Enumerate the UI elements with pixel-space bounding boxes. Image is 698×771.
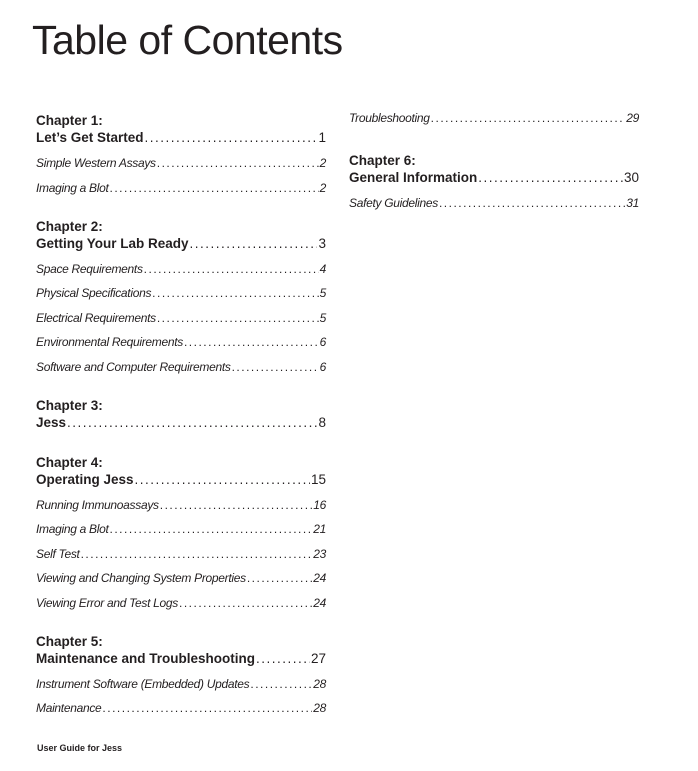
dot-leader (102, 700, 312, 716)
entry-label: Software and Computer Requirements (36, 359, 231, 374)
toc-entry-link[interactable] (36, 180, 326, 196)
page-number: 4 (319, 261, 326, 276)
toc-entry-link[interactable] (36, 285, 326, 301)
chapter-number: Chapter 1: (36, 113, 103, 128)
entry-label: Troubleshooting (349, 111, 430, 125)
dot-leader (157, 155, 319, 171)
entry-label: Imaging a Blot (36, 522, 109, 536)
toc-entry-link[interactable] (36, 334, 326, 350)
entry-label: Viewing Error and Test Logs (36, 595, 178, 610)
toc-chapter-link[interactable] (36, 129, 326, 147)
page-number: 3 (318, 235, 326, 251)
toc-entry-link[interactable] (349, 110, 639, 126)
dot-leader (144, 261, 319, 277)
dot-leader (431, 110, 626, 126)
page-number: 16 (313, 497, 326, 512)
entry-label: Viewing and Changing System Properties (36, 571, 246, 585)
page-number: 30 (623, 170, 639, 185)
page-footer: User Guide for Jess (37, 743, 123, 753)
chapter-number: Chapter 4: (36, 454, 103, 470)
chapter-heading: Let’s Get Started (36, 130, 144, 145)
toc-chapter-2 (36, 218, 326, 375)
toc-left-column (36, 112, 326, 738)
dot-leader (250, 676, 312, 692)
toc-entry-link[interactable] (349, 195, 639, 211)
chapter-heading: Operating Jess (36, 471, 134, 487)
page-number: 29 (626, 111, 639, 125)
toc-chapter-3 (36, 397, 326, 432)
dot-leader (152, 285, 318, 301)
page-number: 24 (313, 595, 326, 610)
page-number: 5 (319, 286, 326, 300)
toc-chapter-5 (36, 633, 326, 717)
page-number: 2 (319, 156, 326, 170)
page-number: 2 (319, 180, 326, 195)
toc-chapter-link[interactable] (36, 235, 326, 253)
chapter-heading: Getting Your Lab Ready (36, 235, 189, 251)
chapter-number: Chapter 5: (36, 633, 103, 649)
dot-leader (439, 195, 625, 211)
page-number: 28 (313, 676, 326, 691)
entry-label: Physical Specifications (36, 286, 152, 300)
entry-label: Safety Guidelines (349, 196, 438, 210)
toc-chapter-6 (349, 152, 639, 211)
dot-leader (190, 235, 318, 253)
toc-entry-link[interactable] (36, 546, 326, 562)
dot-leader (81, 546, 313, 562)
entry-label: Running Immunoassays (36, 497, 159, 512)
toc-entry-link[interactable] (36, 595, 326, 611)
entry-label: Self Test (36, 546, 80, 561)
page-number: 8 (318, 414, 326, 430)
entry-label: Instrument Software (Embedded) Updates (36, 676, 250, 691)
toc-entry-link[interactable] (36, 155, 326, 171)
page-number: 15 (310, 471, 326, 487)
entry-label: Electrical Requirements (36, 310, 156, 325)
toc-entry-link[interactable] (36, 359, 326, 375)
entry-label: Maintenance (36, 701, 102, 715)
toc-chapter-link[interactable] (36, 471, 326, 489)
dot-leader (232, 359, 319, 375)
chapter-number: Chapter 2: (36, 218, 103, 234)
toc-right-column (349, 110, 639, 233)
page-number: 28 (313, 701, 326, 715)
page-number: 5 (319, 310, 326, 325)
page-number: 23 (313, 546, 326, 561)
page-number: 24 (313, 571, 326, 585)
toc-chapter-1 (36, 112, 326, 196)
dot-leader (145, 129, 318, 147)
chapter-number: Chapter 6: (349, 153, 416, 168)
toc-entry-link[interactable] (36, 570, 326, 586)
toc-chapter-link[interactable] (349, 169, 639, 187)
toc-entry-link[interactable] (36, 676, 326, 692)
dot-leader (256, 650, 310, 668)
toc-entry-link[interactable] (36, 700, 326, 716)
page-number: 1 (318, 130, 326, 145)
entry-label: Imaging a Blot (36, 180, 109, 195)
entry-label: Environmental Requirements (36, 335, 183, 349)
page-number: 6 (319, 359, 326, 374)
dot-leader (110, 180, 319, 196)
dot-leader (179, 595, 312, 611)
dot-leader (157, 310, 319, 326)
entry-label: Simple Western Assays (36, 156, 156, 170)
page-number: 27 (310, 650, 326, 666)
chapter-number: Chapter 3: (36, 397, 103, 413)
dot-leader (184, 334, 319, 350)
toc-entry-link[interactable] (36, 497, 326, 513)
page-title: Table of Contents (32, 17, 343, 63)
toc-entry-link[interactable] (36, 261, 326, 277)
page-number: 6 (319, 335, 326, 349)
entry-label: Space Requirements (36, 261, 143, 276)
chapter-heading: Jess (36, 414, 67, 430)
dot-leader (160, 497, 313, 513)
dot-leader (135, 471, 310, 489)
dot-leader (478, 169, 623, 187)
chapter-heading: General Information (349, 170, 478, 185)
dot-leader (67, 414, 317, 432)
toc-entry-link[interactable] (36, 310, 326, 326)
dot-leader (247, 570, 312, 586)
toc-chapter-link[interactable] (36, 650, 326, 668)
toc-entry-link[interactable] (36, 521, 326, 537)
page-number: 21 (313, 522, 326, 536)
page-number: 31 (626, 196, 639, 210)
toc-chapter-4 (36, 454, 326, 611)
chapter-heading: Maintenance and Troubleshooting (36, 650, 256, 666)
toc-chapter-link[interactable] (36, 414, 326, 432)
dot-leader (110, 521, 313, 537)
